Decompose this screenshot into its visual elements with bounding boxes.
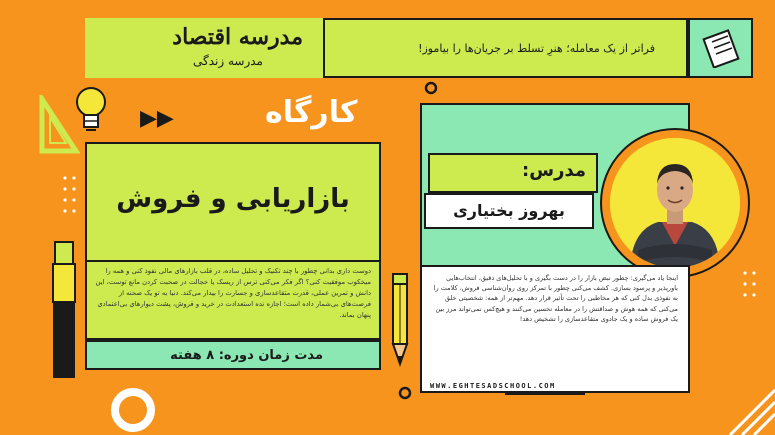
ring-decoration-small-2 [398,385,412,404]
ring-decoration-small [424,80,438,99]
lightbulb-icon [70,84,112,143]
teacher-label: مدرس: [522,160,586,181]
ring-decoration [108,385,158,435]
workshop-description: دوست داری بدانی چطور با چند تکنیک و تحلیل ساده، در قلب بازارهای مالی نفوذ کنی و همه را میخکوب موفقیت کنی؟ اگر فکر می‌کنی ترس از ریسک یا خجالت در صحبت کردن مانع توست، این دانش و تمرین عملی، قدرت متقاعدسازی و جسارت را بیدار می‌کند. دنیا به تو یک صحنه از فرصت‌های بی‌شمار داده است؛ اجازه نده استعدادت در خرید و فروش، پشت دیوارهای بی‌اعتمادی پنهان بماند. [95,267,371,319]
teacher-label-box [428,153,598,193]
highlighter-icon [52,240,78,384]
dot-grid-right [742,270,758,324]
website-url[interactable]: WWW.EGHTESADSCHOOL.COM [430,382,556,390]
workshop-label: کارگاه [265,95,358,130]
title-card [85,142,381,262]
corner-stripes [720,380,775,435]
teacher-info-box [420,265,690,393]
teacher-name-box [424,193,594,229]
book-icon [702,28,742,72]
logo-main-text: مدرسه اقتصاد [172,24,303,50]
logo-box [85,18,325,78]
avatar [610,138,740,268]
teacher-info: اینجا یاد می‌گیری: چطور نبض بازار را در دست بگیری و با تحلیل‌های دقیق، انتخاب‌هایی باورپذیر و پرسود بسازی. کشف می‌کنی چطور با تمرکز روی روان‌شناسی فروش، کلامت را به نفوذی بدل کنی که هر مخاطبی را تحت تأثیر قرار دهد. مهم‌تر از همه: شخصیتی خلق می‌کنی که همه هوش و صداقتش را در معامله تحسین می‌کنند و هیچ‌کس نمی‌تواند مرز بین یک فروش ساده و یک جادوی متقاعدسازی را تشخیص دهد! [433,274,678,323]
book-box [688,18,753,78]
double-arrow-icon: ▶▶ [140,106,174,131]
workshop-title: بازاریابی و فروش [116,184,350,214]
url-underline [505,392,585,395]
duration-bar [85,340,381,370]
tagline: فراتر از یک معامله؛ هنرِ تسلط بر جریان‌ها را بیاموز! [418,42,655,55]
dot-grid [62,175,78,229]
pencil-icon [385,272,415,371]
description-card [85,262,381,340]
teacher-name: بهروز بختیاری [453,201,565,220]
duration-text: مدت زمان دوره: ۸ هفته [170,348,323,363]
logo-sub-text: مدرسه زندگی [193,54,263,68]
